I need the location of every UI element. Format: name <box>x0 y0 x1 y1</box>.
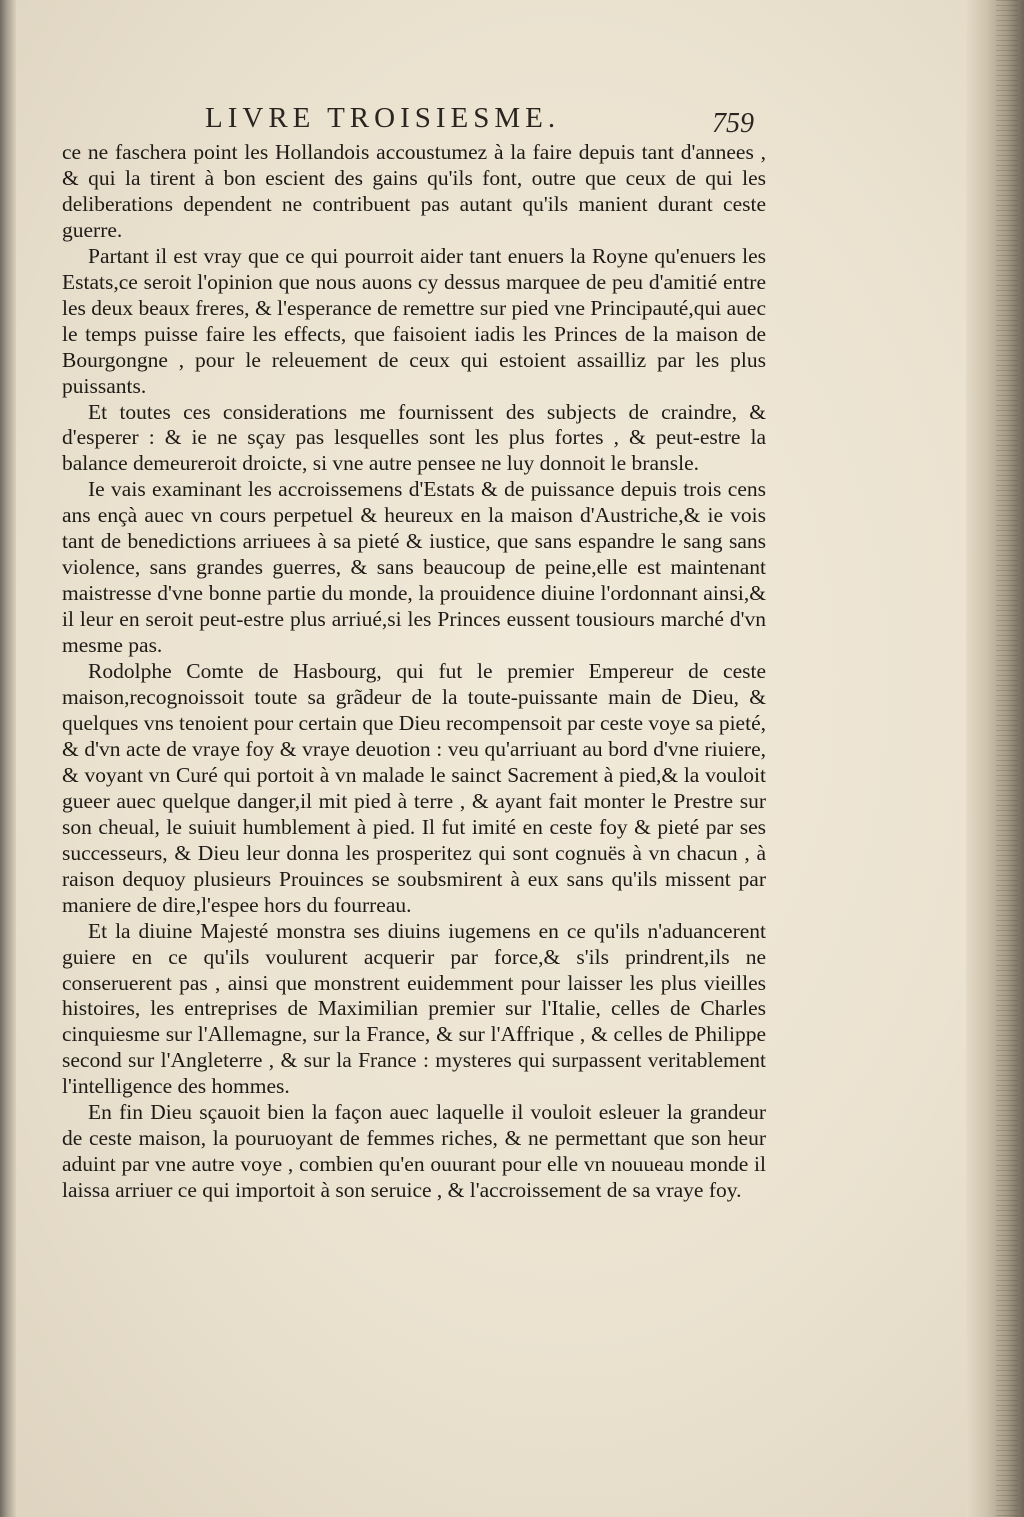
paragraph-2: Partant il est vray que ce qui pourroit aider tant enuers la Royne qu'enuers les Estats,ce seroit l'opinion que nous auons cy dessus marquee de peu d'amitié entre les deux beaux freres, & l'esperance de remettre sur pied vne Principauté,qui auec le temps puisse faire les effects, que faisoient iadis les Princes de la maison de Bourgongne , pour le releuement de ceux qui estoient assailliz par les plus puissants. <box>62 243 766 398</box>
body-text <box>62 140 766 1204</box>
page-header <box>0 98 1024 142</box>
paragraph-7: En fin Dieu sçauoit bien la façon auec laquelle il vouloit esleuer la grandeur de ceste maison, la pouruoyant de femmes riches, & ne permettant que son heur aduint par vne autre voye , combien qu'en ouurant pour elle vn nouueau monde il laissa arriuer ce qui importoit à son seruice , & l'accroissement de sa vraye foy. <box>62 1100 766 1203</box>
paragraph-3: Et toutes ces considerations me fournissent des subjects de craindre, & d'esperer : & ie ne sçay pas lesquelles sont les plus fortes , & peut-estre la balance demeureroit droicte, si vne autre pensee ne luy donnoit le bransle. <box>62 399 766 476</box>
paragraph-4: Ie vais examinant les accroissemens d'Estats & de puissance depuis trois cens ans ençà auec vn cours perpetuel & heureux en la maison d'Austriche,& ie vois tant de benedictions arriuees à sa pieté & iustice, que sans espandre le sang sans violence, sans grandes guerres, & sans beaucoup de peine,elle est maintenant maistresse d'vne bonne partie du monde, la prouidence diuine l'ordonnant ainsi,& il leur en seroit peut-estre plus arriué,si les Princes eussent tousiours marché d'vn mesme pas. <box>62 477 766 658</box>
paragraph-1: ce ne faschera point les Hollandois accoustumez à la faire depuis tant d'annees , & qui la tirent à bon escient des gains qu'ils font, outre que ceux de qui les deliberations dependent ne contribuent pas autant qu'ils manient durant ceste guerre. <box>62 140 766 242</box>
page-number: 759 <box>712 108 754 139</box>
binding-gutter <box>0 0 16 1517</box>
running-title: LIVRE TROISIESME. <box>205 102 561 134</box>
paragraph-6: Et la diuine Majesté monstra ses diuins iugemens en ce qu'ils n'aduancerent guiere en ce qu'ils voulurent acquerir par force,& s'ils prindrent,ils ne conseruerent pas , ainsi que monstrent euidemment pour laisser les plus vieilles histoires, les entreprises de Maximilian premier sur l'Italie, celles de Charles cinquiesme sur l'Allemagne, sur la France, & sur l'Affrique , & celles de Philippe second sur l'Angleterre , & sur la France : mysteres qui surpassent veritablement l'intelligence des hommes. <box>62 918 766 1099</box>
page-edge-stack <box>966 0 1024 1517</box>
paragraph-5: Rodolphe Comte de Hasbourg, qui fut le premier Empereur de ceste maison,recognoissoit toute sa grãdeur de la toute-puissante main de Dieu, & quelques vns tenoient pour certain que Dieu recompensoit par ceste voye sa pieté, & d'vn acte de vraye foy & vraye deuotion : veu qu'arriuant au bord d'vne riuiere, & voyant vn Curé qui portoit à vn malade le sainct Sacrement à pied,& la vouloit gueer auec quelque danger,il mit pied à terre , & ayant fait monter le Prestre sur son cheual, le suiuit humblement à pied. Il fut imité en ceste foy & pieté par ses successeurs, & Dieu leur donna les prosperitez qui sont cognuës à vn chacun , à raison dequoy plusieurs Prouinces se soubsmirent à eux sans qu'ils missent par maniere de dire,l'espee hors du fourreau. <box>62 659 766 917</box>
